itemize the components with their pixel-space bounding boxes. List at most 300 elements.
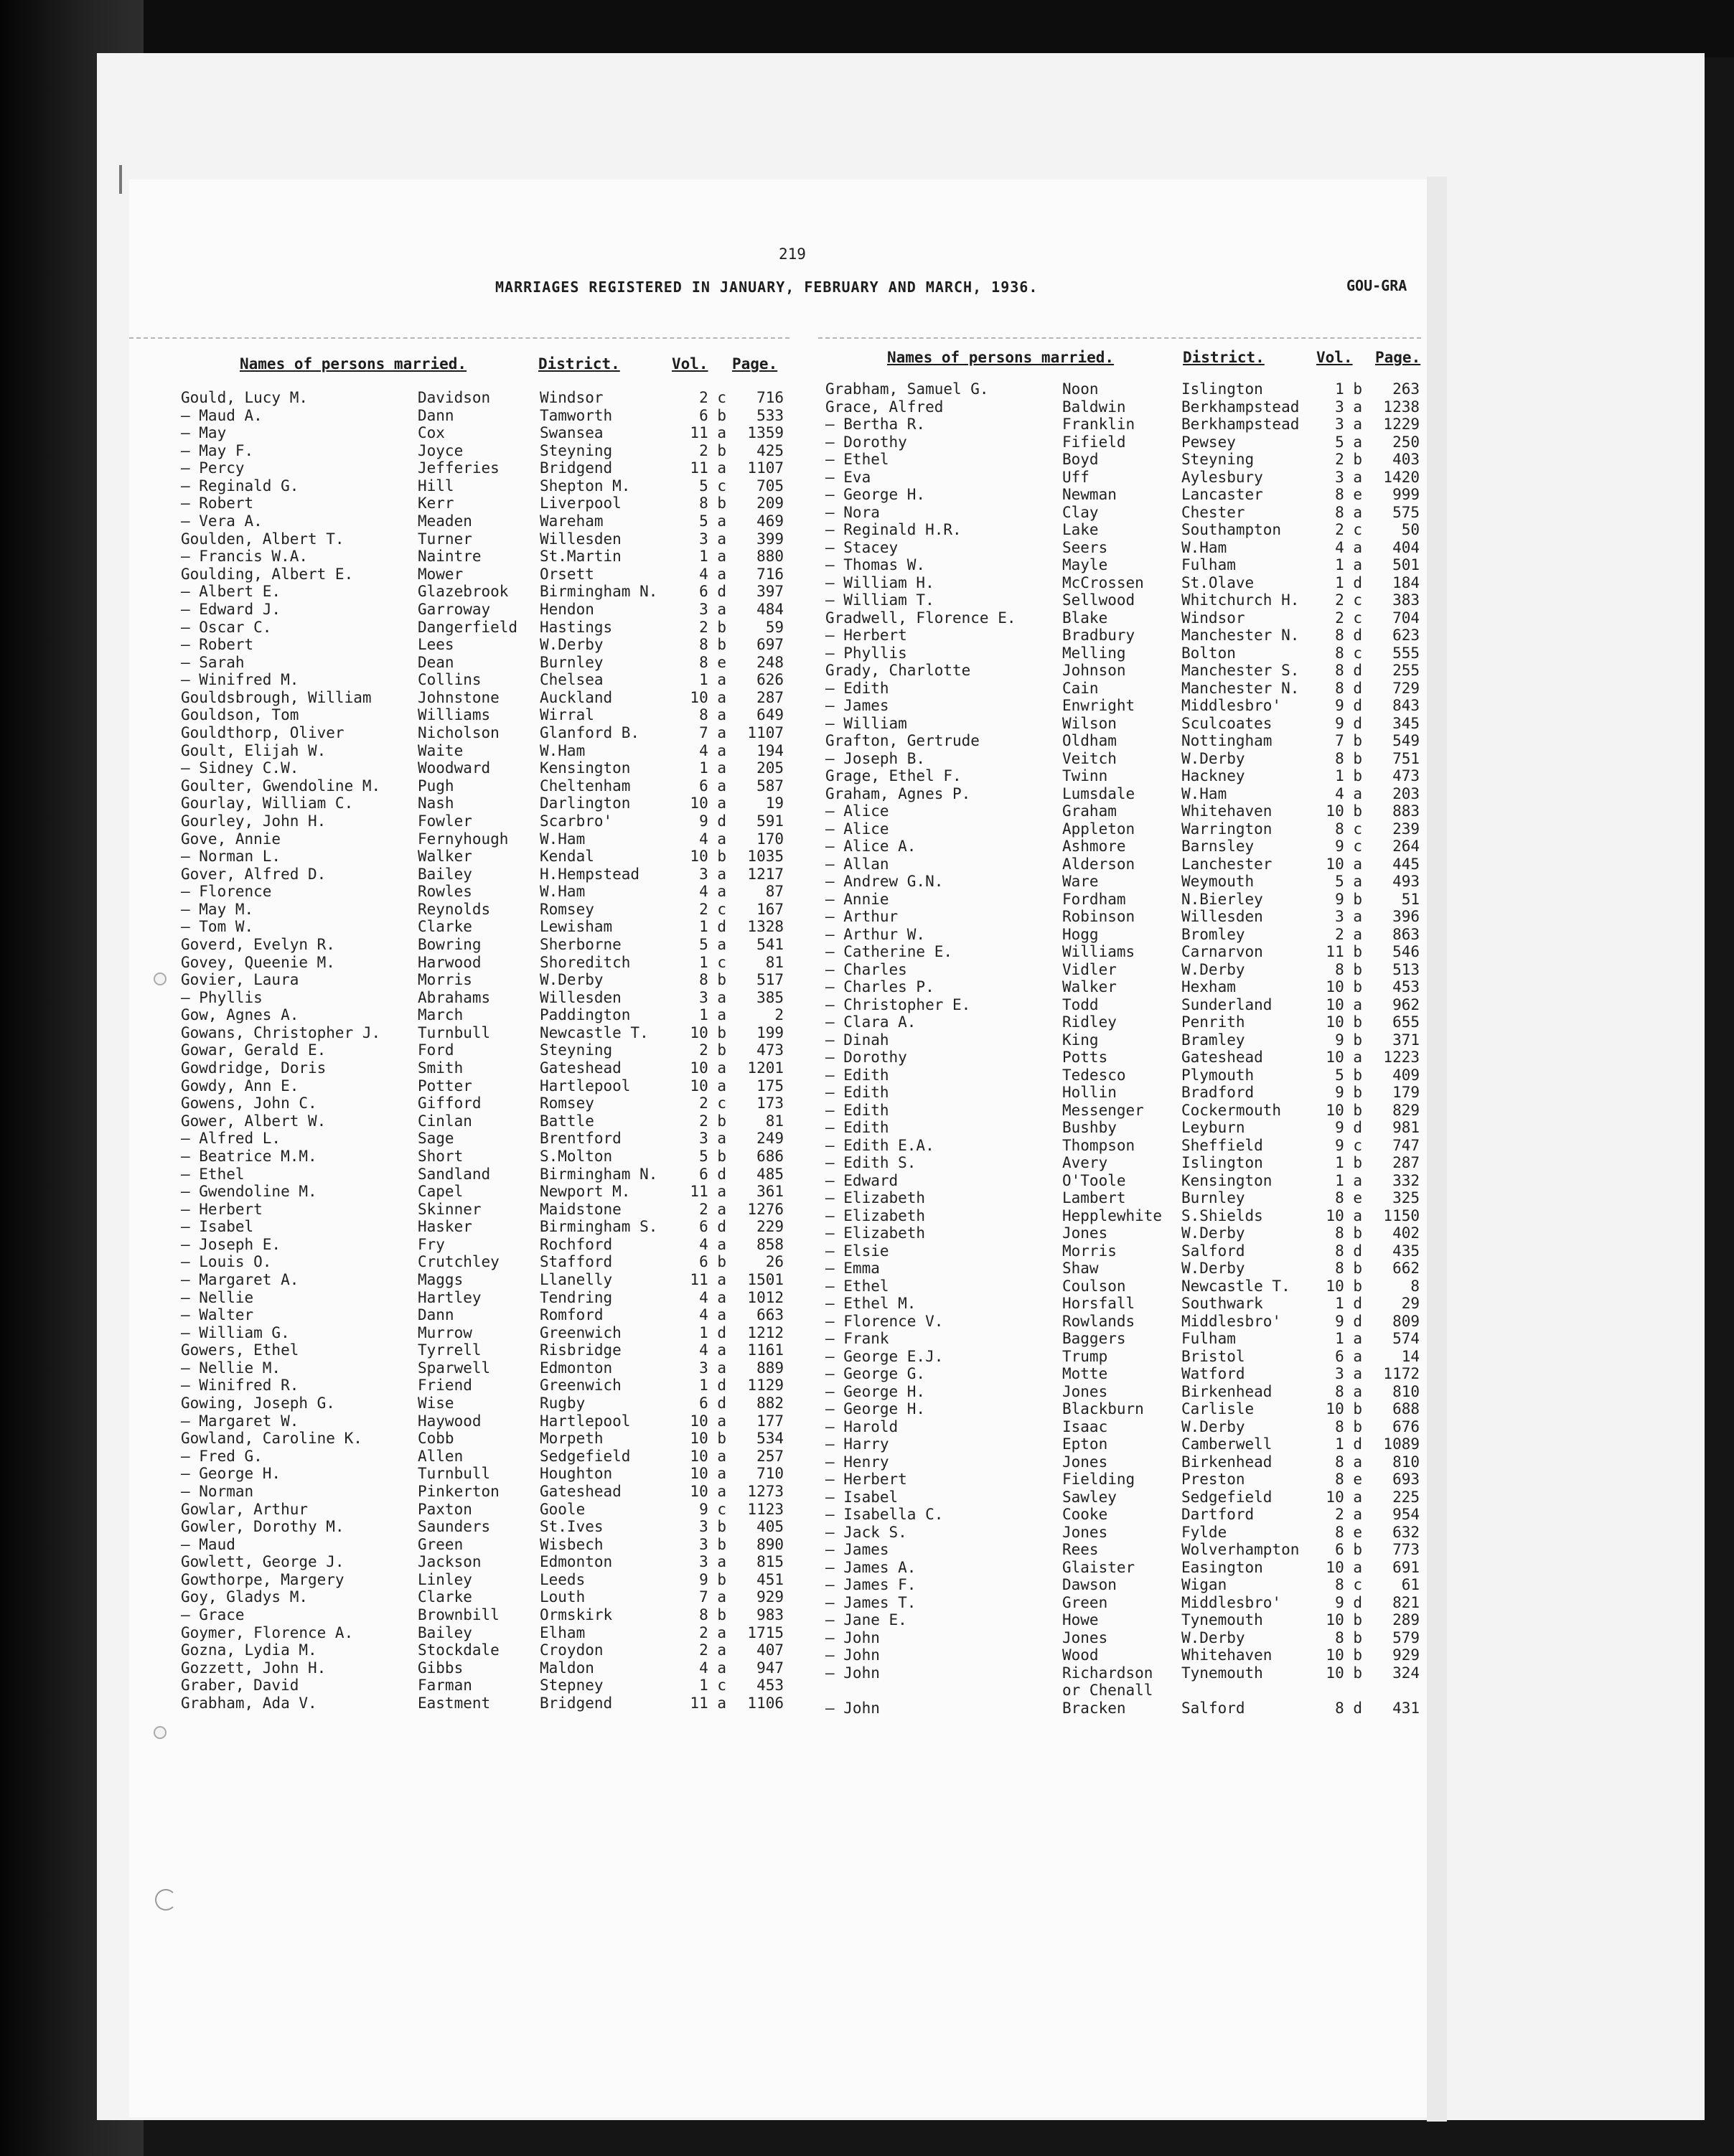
entry-district: Sculcoates — [1181, 714, 1273, 732]
entry-district: Wolverhampton — [1181, 1541, 1300, 1558]
entry-district: Houghton — [540, 1465, 613, 1483]
entry-district: Willesden — [540, 988, 622, 1006]
entry-page: 405 — [756, 1518, 784, 1536]
entry-district: W.Ham — [540, 830, 586, 848]
punch-hole — [154, 972, 167, 985]
entry-volume: 10 a — [690, 688, 726, 706]
entry-volume: 8 d — [1335, 1699, 1362, 1717]
entry-district: Willesden — [540, 530, 622, 548]
entry-page: 1359 — [747, 424, 784, 442]
entry-page: 883 — [1392, 802, 1420, 820]
entry-name: Gowlar, Arthur — [181, 1500, 309, 1518]
entry-name: — Ethel — [825, 451, 889, 468]
entry-page: 929 — [1392, 1646, 1420, 1664]
entry-name: — William G. — [181, 1323, 290, 1341]
entry-volume: 5 a — [699, 935, 726, 953]
entry-volume: 7 a — [699, 1588, 726, 1606]
entry-district: Chelsea — [540, 671, 604, 689]
entry-district: Preston — [1181, 1471, 1245, 1488]
entry-district: Sedgefield — [540, 1447, 631, 1465]
entry-spouse-surname: Richardson — [1062, 1664, 1153, 1682]
entry-page: 999 — [1392, 486, 1420, 503]
entry-page: 686 — [756, 1147, 784, 1165]
entry-name: — Catherine E. — [825, 943, 953, 960]
entry-volume: 1 a — [699, 759, 726, 777]
entry-name: Gowar, Gerald E. — [181, 1041, 327, 1059]
entry-page: 445 — [1392, 855, 1420, 873]
entry-name: — Arthur W. — [825, 925, 926, 943]
entry-spouse-surname: Oldham — [1062, 732, 1117, 749]
entry-volume: 6 a — [1335, 1347, 1362, 1365]
entry-spouse-surname: Rees — [1062, 1541, 1099, 1558]
entry-district: Shoreditch — [540, 953, 631, 971]
entry-spouse-surname: Farman — [418, 1677, 472, 1695]
left-header-district: District. — [538, 355, 620, 372]
entry-district: Wigan — [1181, 1576, 1227, 1593]
entry-volume: 8 a — [699, 706, 726, 724]
entry-page: 533 — [756, 406, 784, 424]
entry-district: Gateshead — [540, 1482, 622, 1500]
entry-name: — George H. — [825, 1382, 926, 1400]
entry-spouse-surname: Todd — [1062, 995, 1099, 1013]
entry-spouse-surname: Sage — [418, 1130, 454, 1148]
entry-page: 19 — [765, 795, 784, 812]
entry-spouse-surname: Rowles — [418, 883, 472, 901]
entry-spouse-surname: Cinlan — [418, 1112, 472, 1130]
entry-spouse-surname: Williams — [418, 706, 491, 724]
entry-volume: 10 b — [1326, 1101, 1362, 1119]
entry-volume: 8 e — [699, 653, 726, 671]
entry-volume: 10 b — [690, 1023, 726, 1041]
entry-district: Willesden — [1181, 908, 1263, 925]
entry-district: Manchester N. — [1181, 627, 1300, 644]
entry-name: — Isabella C. — [825, 1506, 944, 1523]
entry-volume: 11 b — [1326, 943, 1362, 960]
entry-name: — Stacey — [825, 538, 899, 556]
right-header-names: Names of persons married. — [887, 349, 1115, 366]
entry-page: 403 — [1392, 451, 1420, 468]
entry-volume: 8 c — [1335, 644, 1362, 662]
entry-volume: 2 b — [699, 441, 726, 459]
header-rule-right — [818, 337, 1421, 339]
entry-name: — Alice — [825, 820, 889, 838]
entry-spouse-surname: Jackson — [418, 1553, 482, 1571]
entry-volume: 2 b — [1335, 451, 1362, 468]
entry-spouse-surname: Saunders — [418, 1518, 491, 1536]
entry-spouse-surname: Green — [418, 1535, 464, 1553]
entry-spouse-surname: Coulson — [1062, 1277, 1126, 1295]
entry-spouse-surname: Thompson — [1062, 1136, 1135, 1154]
entry-district: Bradford — [1181, 1084, 1255, 1101]
entry-name: — Edith S. — [825, 1154, 917, 1171]
entry-spouse-surname: Graham — [1062, 802, 1117, 820]
entry-spouse-surname: Bailey — [418, 1623, 472, 1641]
entry-spouse-surname: Horsfall — [1062, 1295, 1135, 1312]
page-edge-shadow — [1427, 177, 1447, 2122]
entry-district: Paddington — [540, 1006, 631, 1024]
entry-page: 688 — [1392, 1400, 1420, 1417]
entry-volume: 9 d — [1335, 1119, 1362, 1136]
entry-district: Darlington — [540, 795, 631, 812]
entry-name: — Joseph E. — [181, 1235, 281, 1253]
entry-page: 1106 — [747, 1694, 784, 1712]
entry-district: Penrith — [1181, 1013, 1245, 1031]
entry-volume: 1 a — [1335, 1171, 1362, 1189]
entry-volume: 7 a — [699, 724, 726, 742]
entry-volume: 8 b — [1335, 960, 1362, 978]
entry-page: 574 — [1392, 1330, 1420, 1347]
entry-page: 809 — [1392, 1312, 1420, 1330]
entry-spouse-surname: Short — [418, 1147, 464, 1165]
entry-name: — William H. — [825, 573, 934, 591]
entry-volume: 1 a — [1335, 556, 1362, 573]
entry-page: 399 — [756, 530, 784, 548]
entry-spouse-surname: Cobb — [418, 1430, 454, 1448]
entry-spouse-surname: Bracken — [1062, 1699, 1126, 1717]
entry-name: — Phyllis — [181, 988, 263, 1006]
entry-page: 409 — [1392, 1066, 1420, 1084]
entry-name: Gover, Alfred D. — [181, 865, 327, 883]
entry-volume: 10 a — [690, 1447, 726, 1465]
entry-volume: 2 b — [699, 1041, 726, 1059]
entry-name: Grabham, Ada V. — [181, 1694, 317, 1712]
entry-name: Grady, Charlotte — [825, 662, 971, 679]
entry-spouse-surname: Friend — [418, 1377, 472, 1395]
entry-name: Grabham, Samuel G. — [825, 380, 989, 398]
entry-page: 517 — [756, 971, 784, 989]
entry-spouse-surname: Fry — [418, 1235, 445, 1253]
entry-page: 882 — [756, 1395, 784, 1412]
entry-district: Liverpool — [540, 495, 622, 512]
entry-spouse-surname: Gifford — [418, 1095, 482, 1112]
entry-volume: 1 d — [699, 1323, 726, 1341]
entry-page: 26 — [765, 1253, 784, 1271]
entry-volume: 6 d — [699, 583, 726, 601]
entry-volume: 4 a — [1335, 784, 1362, 802]
entry-spouse-surname: Messenger — [1062, 1101, 1144, 1119]
entry-volume: 2 c — [1335, 521, 1362, 538]
entry-volume: 1 d — [1335, 573, 1362, 591]
entry-volume: 9 d — [1335, 1593, 1362, 1611]
entry-page: 81 — [765, 953, 784, 971]
entry-volume: 2 a — [699, 1641, 726, 1659]
entry-page: 485 — [756, 1165, 784, 1183]
entry-spouse-surname: Bowring — [418, 935, 482, 953]
entry-name: Gradwell, Florence E. — [825, 609, 1016, 627]
entry-name: — Reginald G. — [181, 477, 299, 495]
entry-page: 1238 — [1383, 398, 1420, 416]
entry-page: 473 — [1392, 767, 1420, 784]
entry-spouse-surname: Cox — [418, 424, 445, 442]
entry-spouse-surname: Baggers — [1062, 1330, 1126, 1347]
entry-page: 889 — [756, 1359, 784, 1377]
entry-name: Gowing, Joseph G. — [181, 1395, 335, 1412]
entry-district: Greenwich — [540, 1323, 622, 1341]
entry-district: Bristol — [1181, 1347, 1245, 1365]
entry-name: — James F. — [825, 1576, 917, 1593]
entry-spouse-surname: Blackburn — [1062, 1400, 1144, 1417]
entry-spouse-surname: Morris — [1062, 1242, 1117, 1260]
entry-volume: 9 b — [1335, 890, 1362, 908]
entry-name: Gowler, Dorothy M. — [181, 1518, 345, 1536]
entry-name: — Christopher E. — [825, 995, 971, 1013]
entry-district: Fylde — [1181, 1523, 1227, 1541]
entry-volume: 9 b — [1335, 1031, 1362, 1049]
entry-name: — Robert — [181, 495, 254, 512]
entry-page: 591 — [756, 812, 784, 830]
entry-volume: 3 b — [699, 1518, 726, 1536]
entry-district: Southampton — [1181, 521, 1282, 538]
entry-district: Edmonton — [540, 1359, 613, 1377]
entry-spouse-surname: Fifield — [1062, 433, 1126, 451]
entry-page: 1161 — [747, 1341, 784, 1359]
entry-page: 947 — [756, 1659, 784, 1677]
entry-page: 385 — [756, 988, 784, 1006]
entry-spouse-surname: Dawson — [1062, 1576, 1117, 1593]
entry-volume: 8 d — [1335, 627, 1362, 644]
entry-name: Gozna, Lydia M. — [181, 1641, 317, 1659]
entry-page: 501 — [1392, 556, 1420, 573]
entry-district: Romsey — [540, 1095, 594, 1112]
entry-volume: 9 d — [699, 812, 726, 830]
entry-spouse-surname: Melling — [1062, 644, 1126, 662]
entry-district: Romford — [540, 1306, 604, 1324]
entry-spouse-surname: Bushby — [1062, 1119, 1117, 1136]
entry-district: Windsor — [1181, 609, 1245, 627]
entry-page: 555 — [1392, 644, 1420, 662]
entry-district: Birkenhead — [1181, 1453, 1273, 1471]
entry-district: Kendal — [540, 848, 594, 866]
entry-page: 383 — [1392, 591, 1420, 609]
entry-district: Ormskirk — [540, 1606, 613, 1624]
entry-district: S.Molton — [540, 1147, 613, 1165]
entry-district: Wareham — [540, 512, 604, 530]
entry-name: — Harry — [825, 1435, 889, 1453]
entry-spouse-surname: Potter — [418, 1077, 472, 1095]
entry-spouse-surname: Rowlands — [1062, 1312, 1135, 1330]
entry-spouse-surname: Sawley — [1062, 1488, 1117, 1506]
entry-name: Goverd, Evelyn R. — [181, 935, 335, 953]
page-title: MARRIAGES REGISTERED IN JANUARY, FEBRUARY AND MARCH, 1936. — [495, 278, 1039, 296]
entry-page: 1150 — [1383, 1206, 1420, 1224]
entry-volume: 4 a — [699, 1659, 726, 1677]
entry-page: 691 — [1392, 1558, 1420, 1576]
entry-page: 250 — [1392, 433, 1420, 451]
entry-name: — Sidney C.W. — [181, 759, 299, 777]
entry-spouse-surname: Howe — [1062, 1611, 1099, 1628]
entry-spouse-surname: Sandland — [418, 1165, 491, 1183]
entry-spouse-surname: Paxton — [418, 1500, 472, 1518]
entry-name: — Arthur — [825, 908, 899, 925]
entry-spouse-surname: Eastment — [418, 1694, 491, 1712]
entry-page: 225 — [1392, 1488, 1420, 1506]
entry-page: 175 — [756, 1077, 784, 1095]
entry-spouse-surname: Wise — [418, 1395, 454, 1412]
entry-name: — James — [825, 1541, 889, 1558]
entry-spouse-surname: Twinn — [1062, 767, 1108, 784]
entry-district: Nottingham — [1181, 732, 1273, 749]
entry-district: Manchester S. — [1181, 662, 1300, 679]
entry-volume: 8 a — [1335, 503, 1362, 521]
entry-volume: 11 a — [690, 1271, 726, 1288]
entry-spouse-surname: Gibbs — [418, 1659, 464, 1677]
entry-spouse-surname: Pugh — [418, 777, 454, 795]
entry-page: 239 — [1392, 820, 1420, 838]
entry-district: Leeds — [540, 1570, 586, 1588]
entry-spouse-surname: Capel — [418, 1183, 464, 1201]
entry-volume: 3 b — [699, 1535, 726, 1553]
entry-district: Rugby — [540, 1395, 586, 1412]
entry-page: 453 — [756, 1677, 784, 1695]
entry-spouse-surname: Lambert — [1062, 1189, 1126, 1206]
entry-spouse-surname: Avery — [1062, 1154, 1108, 1171]
entry-volume: 8 a — [1335, 1382, 1362, 1400]
entry-name: — Frank — [825, 1330, 889, 1347]
entry-district: W.Ham — [1181, 538, 1227, 556]
entry-name: — Percy — [181, 459, 245, 477]
left-header-page: Page. — [732, 355, 778, 372]
entry-spouse-surname: Allen — [418, 1447, 464, 1465]
entry-page: 662 — [1392, 1260, 1420, 1277]
entry-page: 1123 — [747, 1500, 784, 1518]
entry-name: — Robert — [181, 636, 254, 654]
entry-district: Tynemouth — [1181, 1611, 1263, 1628]
entry-spouse-surname: Hasker — [418, 1218, 472, 1236]
entry-volume: 2 c — [699, 389, 726, 406]
entry-volume: 5 a — [1335, 433, 1362, 451]
entry-spouse-surname: Walker — [1062, 978, 1117, 995]
entry-page: 29 — [1401, 1295, 1420, 1312]
entry-name: — John — [825, 1699, 880, 1717]
entry-district: Newcastle T. — [540, 1023, 649, 1041]
entry-name: — Elizabeth — [825, 1206, 926, 1224]
entry-spouse-surname: Williams — [1062, 943, 1135, 960]
entry-name: — Maud — [181, 1535, 235, 1553]
entry-page: 287 — [1392, 1154, 1420, 1171]
entry-district: Kensington — [540, 759, 631, 777]
entry-name: — Margaret W. — [181, 1412, 299, 1430]
entry-name: Goulter, Gwendoline M. — [181, 777, 381, 795]
entry-district: Easington — [1181, 1558, 1263, 1576]
entry-volume: 10 b — [1326, 978, 1362, 995]
entry-page: 1420 — [1383, 468, 1420, 486]
entry-volume: 5 c — [699, 477, 726, 495]
entry-page: 863 — [1392, 925, 1420, 943]
entry-volume: 10 a — [1326, 1206, 1362, 1224]
entry-district: W.Ham — [540, 883, 586, 901]
entry-district: N.Bierley — [1181, 890, 1263, 908]
entry-district: Sunderland — [1181, 995, 1273, 1013]
entry-district: H.Hempstead — [540, 865, 640, 883]
entry-volume: 8 b — [1335, 1628, 1362, 1646]
entry-name: — Edward — [825, 1171, 899, 1189]
entry-name: Gouldsbrough, William — [181, 688, 372, 706]
entry-spouse-surname: Wilson — [1062, 714, 1117, 732]
entry-page: 815 — [756, 1553, 784, 1571]
entry-name: Gowdridge, Doris — [181, 1059, 327, 1077]
right-header-page: Page. — [1375, 349, 1421, 366]
entry-name: Gove, Annie — [181, 830, 281, 848]
entry-name: — Emma — [825, 1260, 880, 1277]
entry-volume: 8 d — [1335, 679, 1362, 697]
entry-spouse-surname: Walker — [418, 848, 472, 866]
entry-name: — George E.J. — [825, 1347, 944, 1365]
entry-district: Sedgefield — [1181, 1488, 1273, 1506]
entry-spouse-surname: Woodward — [418, 759, 491, 777]
entry-district: W.Derby — [540, 636, 604, 654]
entry-page: 693 — [1392, 1471, 1420, 1488]
entry-volume: 8 b — [1335, 1260, 1362, 1277]
entry-page: 249 — [756, 1130, 784, 1148]
entry-district: Bolton — [1181, 644, 1236, 662]
entry-spouse-surname: Ware — [1062, 873, 1099, 890]
entry-spouse-surname: Bradbury — [1062, 627, 1135, 644]
entry-district: Carnarvon — [1181, 943, 1263, 960]
entry-name: — Jane E. — [825, 1611, 907, 1628]
entry-page: 704 — [1392, 609, 1420, 627]
index-range: GOU-GRA — [1346, 277, 1407, 294]
entry-name: — Albert E. — [181, 583, 281, 601]
entry-spouse-surname: Newman — [1062, 486, 1117, 503]
entry-name: — May M. — [181, 900, 254, 918]
entry-name: — Dorothy — [825, 433, 907, 451]
entry-district: W.Derby — [1181, 960, 1245, 978]
entry-page: 1223 — [1383, 1049, 1420, 1066]
entry-page: 425 — [756, 441, 784, 459]
entry-district: Fulham — [1181, 1330, 1236, 1347]
entry-name: — Nellie M. — [181, 1359, 281, 1377]
entry-name: — Winifred R. — [181, 1377, 299, 1395]
entry-district: Windsor — [540, 389, 604, 406]
entry-volume: 4 a — [1335, 538, 1362, 556]
entry-volume: 2 a — [1335, 1506, 1362, 1523]
entry-district: Bridgend — [540, 459, 613, 477]
entry-spouse-surname: Tyrrell — [418, 1341, 482, 1359]
entry-page: 229 — [756, 1218, 784, 1236]
entry-district: Orsett — [540, 565, 594, 583]
entry-spouse-surname: Clarke — [418, 1588, 472, 1606]
entry-volume: 1 d — [1335, 1435, 1362, 1453]
entry-page: 676 — [1392, 1417, 1420, 1435]
entry-spouse-surname: McCrossen — [1062, 573, 1144, 591]
entry-page: 810 — [1392, 1453, 1420, 1471]
entry-page: 209 — [756, 495, 784, 512]
entry-district: Steyning — [1181, 451, 1255, 468]
entry-district: Aylesbury — [1181, 468, 1263, 486]
entry-page: 663 — [756, 1306, 784, 1324]
entry-page: 59 — [765, 618, 784, 636]
entry-page: 257 — [756, 1447, 784, 1465]
entry-name: Goulden, Albert T. — [181, 530, 345, 548]
entry-name: Goulding, Albert E. — [181, 565, 354, 583]
entry-spouse-surname: Stockdale — [418, 1641, 500, 1659]
entry-volume: 2 c — [699, 900, 726, 918]
entry-district: Pewsey — [1181, 433, 1236, 451]
entry-page: 697 — [756, 636, 784, 654]
entry-name: Gowens, John C. — [181, 1095, 317, 1112]
header-rule-left — [129, 337, 789, 339]
entry-district: Steyning — [540, 1041, 613, 1059]
entry-volume: 4 a — [699, 830, 726, 848]
entry-district: W.Derby — [1181, 1224, 1245, 1242]
entry-page: 493 — [1392, 873, 1420, 890]
entry-district: W.Derby — [1181, 1260, 1245, 1277]
entry-district: Birmingham N. — [540, 1165, 658, 1183]
entry-volume: 3 a — [1335, 468, 1362, 486]
entry-volume: 3 a — [699, 865, 726, 883]
entry-volume: 6 b — [699, 1253, 726, 1271]
entry-district: Middlesbro' — [1181, 697, 1282, 714]
